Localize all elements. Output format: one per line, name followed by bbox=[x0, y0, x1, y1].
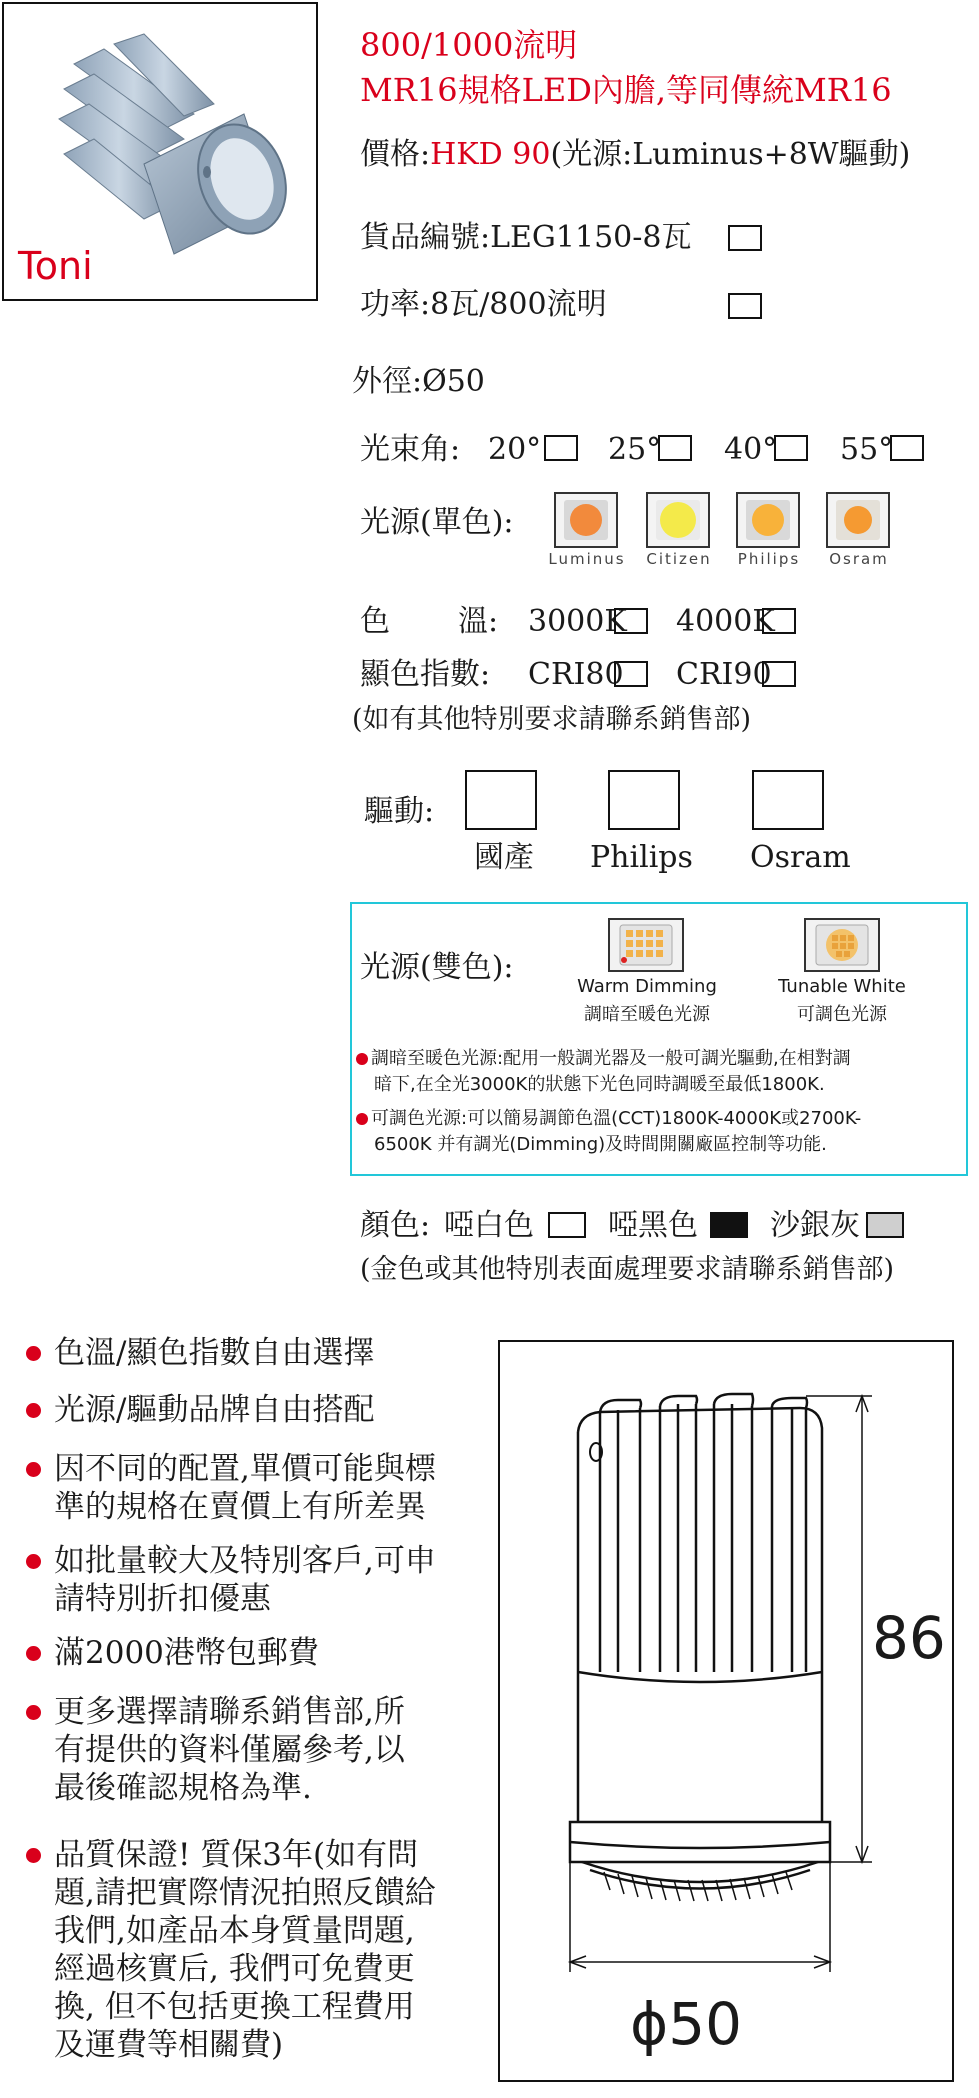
dual-note-2-line1: 可調色光源:可以簡易調節色溫(CCT)1800K-4000K或2700K- bbox=[371, 1108, 862, 1129]
diameter-value: Ø50 bbox=[422, 364, 485, 399]
item-code-checkbox[interactable] bbox=[728, 225, 762, 251]
power-label: 功率: bbox=[360, 287, 431, 322]
finish-option-white: 啞白色 bbox=[444, 1208, 534, 1243]
product-photo-frame bbox=[2, 2, 318, 301]
feature-item bbox=[54, 1634, 319, 1672]
feature-item bbox=[54, 1542, 436, 1618]
luminus-label: Luminus bbox=[548, 550, 626, 568]
driver-checkbox-philips[interactable] bbox=[608, 770, 680, 830]
driver-label: 驅動: bbox=[364, 794, 435, 829]
beam-option-40: 40° bbox=[724, 432, 778, 467]
feature-line: 如批量較大及特別客戶,可申 bbox=[54, 1543, 436, 1579]
feature-item bbox=[54, 1836, 436, 2064]
driver-option-osram: Osram bbox=[750, 840, 851, 875]
price-row bbox=[360, 135, 910, 175]
finish-swatch-white[interactable] bbox=[548, 1212, 586, 1238]
cri-checkbox-90[interactable] bbox=[762, 661, 796, 687]
feature-item bbox=[54, 1693, 405, 1807]
beam-checkbox-55[interactable] bbox=[890, 435, 924, 461]
feature-item bbox=[54, 1334, 374, 1372]
beam-checkbox-40[interactable] bbox=[774, 435, 808, 461]
dual-note-1-line1: 調暗至暖色光源:配用一般調光器及一般可調光驅動,在相對調 bbox=[371, 1048, 851, 1069]
citizen-label: Citizen bbox=[646, 550, 712, 568]
tunable-white-zh: 可調色光源 bbox=[797, 1004, 887, 1025]
warm-dimming-zh: 調暗至暖色光源 bbox=[584, 1004, 710, 1025]
brand-logo: Toni bbox=[18, 244, 93, 288]
finish-note: (金色或其他特別表面處理要求請聯系銷售部) bbox=[360, 1254, 895, 1285]
tunable-white-en: Tunable White bbox=[778, 976, 906, 997]
feature-line: 最後確認規格為準. bbox=[54, 1770, 312, 1806]
bullet-dot bbox=[26, 1646, 41, 1661]
cct-option-3000: 3000K bbox=[528, 604, 627, 639]
feature-line: 品質保證! 質保3年(如有問 bbox=[54, 1837, 419, 1873]
cri-checkbox-80[interactable] bbox=[614, 661, 648, 687]
height-dimension-label: 86 bbox=[872, 1604, 946, 1672]
feature-line: 因不同的配置,單價可能與標 bbox=[54, 1451, 436, 1487]
dual-note-2-line2: 6500K 并有調光(Dimming)及時間開關廠區控制等功能. bbox=[374, 1134, 827, 1155]
cct-label-b: 溫: bbox=[458, 604, 499, 639]
item-code-row bbox=[360, 218, 691, 258]
price-value: HKD 90 bbox=[430, 137, 551, 172]
driver-option-domestic: 國產 bbox=[474, 840, 534, 875]
osram-chip[interactable] bbox=[826, 492, 890, 548]
feature-line: 換, 但不包括更換工程費用 bbox=[54, 1989, 415, 2025]
dual-color-panel bbox=[350, 902, 968, 1176]
beam-option-25: 25° bbox=[608, 432, 662, 467]
diameter-row bbox=[352, 362, 485, 402]
beam-checkbox-25[interactable] bbox=[658, 435, 692, 461]
bullet-dot bbox=[26, 1403, 41, 1418]
luminus-chip[interactable] bbox=[554, 492, 618, 548]
feature-line: 更多選擇請聯系銷售部,所 bbox=[54, 1694, 405, 1730]
feature-line: 及運費等相關費) bbox=[54, 2027, 284, 2063]
cri-note: (如有其他特別要求請聯系銷售部) bbox=[352, 704, 752, 735]
cct-checkbox-4000[interactable] bbox=[762, 608, 796, 634]
bullet-dot bbox=[356, 1113, 368, 1125]
item-value: LEG1150-8瓦 bbox=[490, 220, 692, 255]
finish-swatch-silver[interactable] bbox=[866, 1212, 904, 1238]
dimension-drawing-frame bbox=[498, 1340, 954, 2082]
driver-option-philips: Philips bbox=[590, 840, 693, 875]
finish-option-silver: 沙銀灰 bbox=[770, 1208, 860, 1243]
price-label: 價格: bbox=[360, 137, 431, 172]
feature-line: 準的規格在賣價上有所差異 bbox=[54, 1489, 426, 1525]
dimension-drawing bbox=[500, 1342, 952, 2080]
cri-label: 顯色指數: bbox=[360, 657, 491, 692]
dual-note-1 bbox=[356, 1046, 851, 1098]
osram-label: Osram bbox=[829, 550, 889, 568]
feature-line: 請特別折扣優惠 bbox=[54, 1581, 271, 1617]
philips-chip[interactable] bbox=[736, 492, 800, 548]
beam-option-20: 20° bbox=[488, 432, 542, 467]
bullet-dot bbox=[356, 1053, 368, 1065]
citizen-chip[interactable] bbox=[646, 492, 710, 548]
feature-line: 滿2000港幣包郵費 bbox=[54, 1635, 319, 1671]
dual-note-1-line2: 暗下,在全光3000K的狀態下光色同時調暖至最低1800K. bbox=[374, 1074, 825, 1095]
power-checkbox[interactable] bbox=[728, 293, 762, 319]
dual-note-2 bbox=[356, 1106, 861, 1158]
power-value: 8瓦/800流明 bbox=[430, 287, 607, 322]
feature-item bbox=[54, 1450, 436, 1526]
cri-option-80: CRI80 bbox=[528, 657, 624, 692]
diameter-label: 外徑: bbox=[352, 364, 423, 399]
title-line1: 800/1000流明 bbox=[360, 26, 578, 64]
warm-dimming-en: Warm Dimming bbox=[577, 976, 717, 997]
feature-item bbox=[54, 1391, 374, 1429]
feature-line: 有提供的資料僅屬參考,以 bbox=[54, 1732, 405, 1768]
warm-dimming-chip[interactable] bbox=[608, 918, 684, 972]
tunable-white-chip[interactable] bbox=[804, 918, 880, 972]
beam-option-55: 55° bbox=[840, 432, 894, 467]
diameter-dimension-label: ϕ50 bbox=[630, 1990, 743, 2058]
bullet-dot bbox=[26, 1462, 41, 1477]
beam-label: 光束角: bbox=[360, 432, 461, 467]
bullet-dot bbox=[26, 1346, 41, 1361]
price-note: (光源:Luminus+8W驅動) bbox=[550, 137, 911, 172]
light-source-label: 光源(單色): bbox=[360, 505, 514, 540]
finish-option-black: 啞黑色 bbox=[608, 1208, 698, 1243]
item-label: 貨品編號: bbox=[360, 220, 491, 255]
finish-label: 顏色: bbox=[360, 1208, 431, 1243]
driver-checkbox-domestic[interactable] bbox=[465, 770, 537, 830]
power-row bbox=[360, 285, 607, 325]
cct-checkbox-3000[interactable] bbox=[614, 608, 648, 634]
bullet-dot bbox=[26, 1848, 41, 1863]
dual-label: 光源(雙色): bbox=[360, 950, 514, 985]
title-line2: MR16規格LED內膽,等同傳統MR16 bbox=[360, 71, 892, 109]
feature-line: 我們,如產品本身質量問題, bbox=[54, 1913, 415, 1949]
feature-line: 色溫/顯色指數自由選擇 bbox=[54, 1335, 375, 1371]
finish-swatch-black[interactable] bbox=[710, 1212, 748, 1238]
feature-line: 光源/驅動品牌自由搭配 bbox=[54, 1392, 375, 1428]
beam-checkbox-20[interactable] bbox=[544, 435, 578, 461]
feature-line: 經過核實后, 我們可免費更 bbox=[54, 1951, 415, 1987]
cct-option-4000: 4000K bbox=[676, 604, 775, 639]
feature-line: 題,請把實際情況拍照反饋給 bbox=[54, 1875, 436, 1911]
cct-label-a: 色 bbox=[360, 604, 390, 639]
cri-option-90: CRI90 bbox=[676, 657, 772, 692]
bullet-dot bbox=[26, 1705, 41, 1720]
driver-checkbox-osram[interactable] bbox=[752, 770, 824, 830]
bullet-dot bbox=[26, 1554, 41, 1569]
philips-label: Philips bbox=[737, 550, 801, 568]
